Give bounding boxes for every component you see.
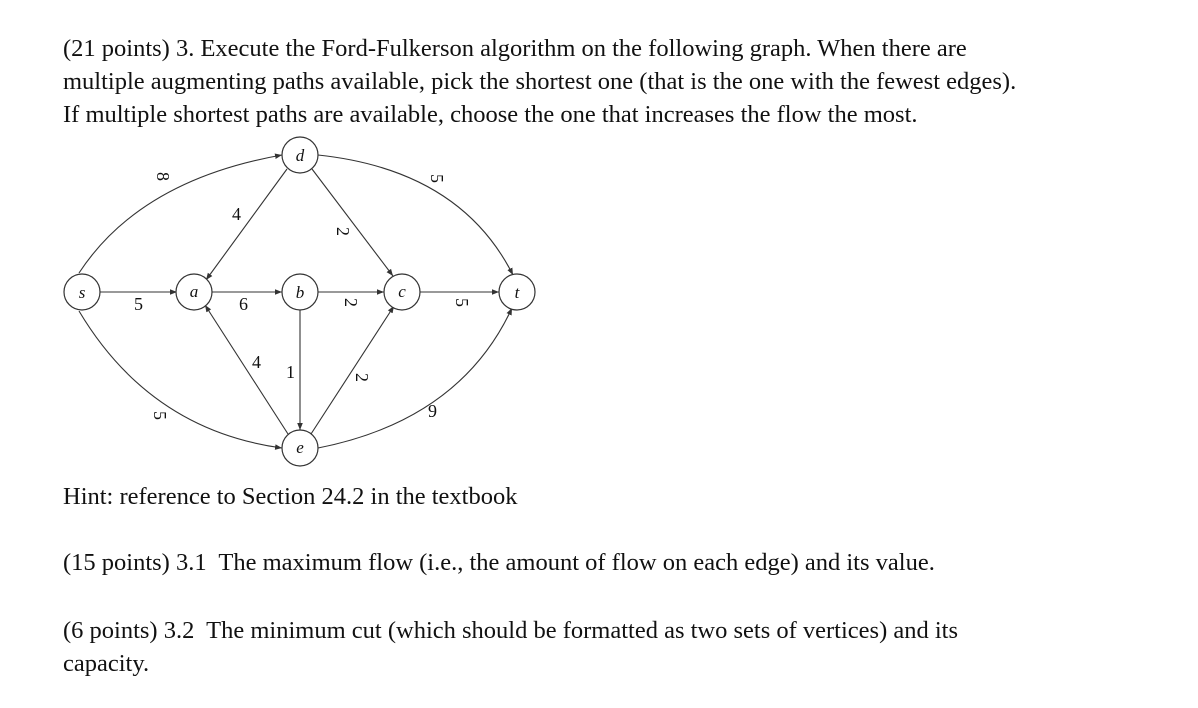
capacity-label-e-a: 4 — [252, 352, 261, 372]
capacity-label-c-t: 5 — [452, 298, 472, 307]
node-d-label: d — [295, 146, 305, 165]
node-e — [282, 430, 318, 466]
node-t-label: t — [514, 283, 520, 302]
part-3-2-label: (6 points) 3.2 — [63, 617, 207, 644]
edge-e-c — [311, 306, 394, 434]
question-part-3-2 — [63, 614, 1163, 680]
question-part-3-1 — [63, 546, 1163, 579]
capacity-label-d-t: 5 — [427, 174, 447, 183]
node-a-label: a — [189, 282, 199, 301]
part-3-1-line — [63, 546, 1163, 579]
node-s — [64, 274, 100, 310]
node-t — [499, 274, 535, 310]
edge-s-e — [79, 311, 282, 448]
capacity-label-s-d: 8 — [153, 172, 173, 181]
problem-line-2: multiple augmenting paths available, pick the shortest one (that is the one with the fewest edges). — [63, 68, 1017, 95]
part-3-2-line-1 — [63, 614, 1163, 647]
edge-e-a — [205, 305, 288, 434]
node-c-label: c — [398, 282, 406, 301]
part-3-2-text-line-2: capacity. — [63, 650, 150, 677]
part-3-1-label: (15 points) 3.1 — [63, 549, 219, 576]
edge-d-c — [312, 169, 393, 276]
node-s-label: s — [78, 283, 86, 302]
node-e-label: e — [296, 438, 304, 457]
capacity-label-e-c: 2 — [352, 373, 372, 382]
capacity-label-d-a: 4 — [232, 204, 241, 224]
edge-s-d — [79, 155, 282, 273]
part-3-2-text-line-1: The minimum cut (which should be formatted as two sets of vertices) and its — [206, 617, 958, 644]
problem-line-1: (21 points) 3. Execute the Ford-Fulkerson algorithm on the following graph. When there are — [63, 35, 967, 62]
capacity-label-s-e: 5 — [150, 411, 170, 420]
edge-d-a — [206, 169, 287, 280]
capacity-label-b-c: 2 — [341, 298, 361, 307]
problem-line-3: If multiple shortest paths are available, choose the one that increases the flow the most. — [63, 101, 918, 128]
node-b — [282, 274, 318, 310]
node-b-label: b — [295, 283, 305, 302]
part-3-1-text: The maximum flow (i.e., the amount of flow on each edge) and its value. — [218, 549, 935, 576]
node-d — [282, 137, 318, 173]
node-c — [384, 274, 420, 310]
capacity-label-d-c: 2 — [333, 227, 353, 236]
capacity-label-s-a: 5 — [134, 294, 143, 314]
node-a — [176, 274, 212, 310]
capacity-label-a-b: 6 — [239, 294, 248, 314]
flow-network-diagram — [0, 0, 620, 480]
capacity-label-b-e: 1 — [286, 362, 295, 382]
hint-text: Hint: reference to Section 24.2 in the textbook — [63, 483, 518, 510]
capacity-label-e-t: 9 — [428, 401, 437, 421]
